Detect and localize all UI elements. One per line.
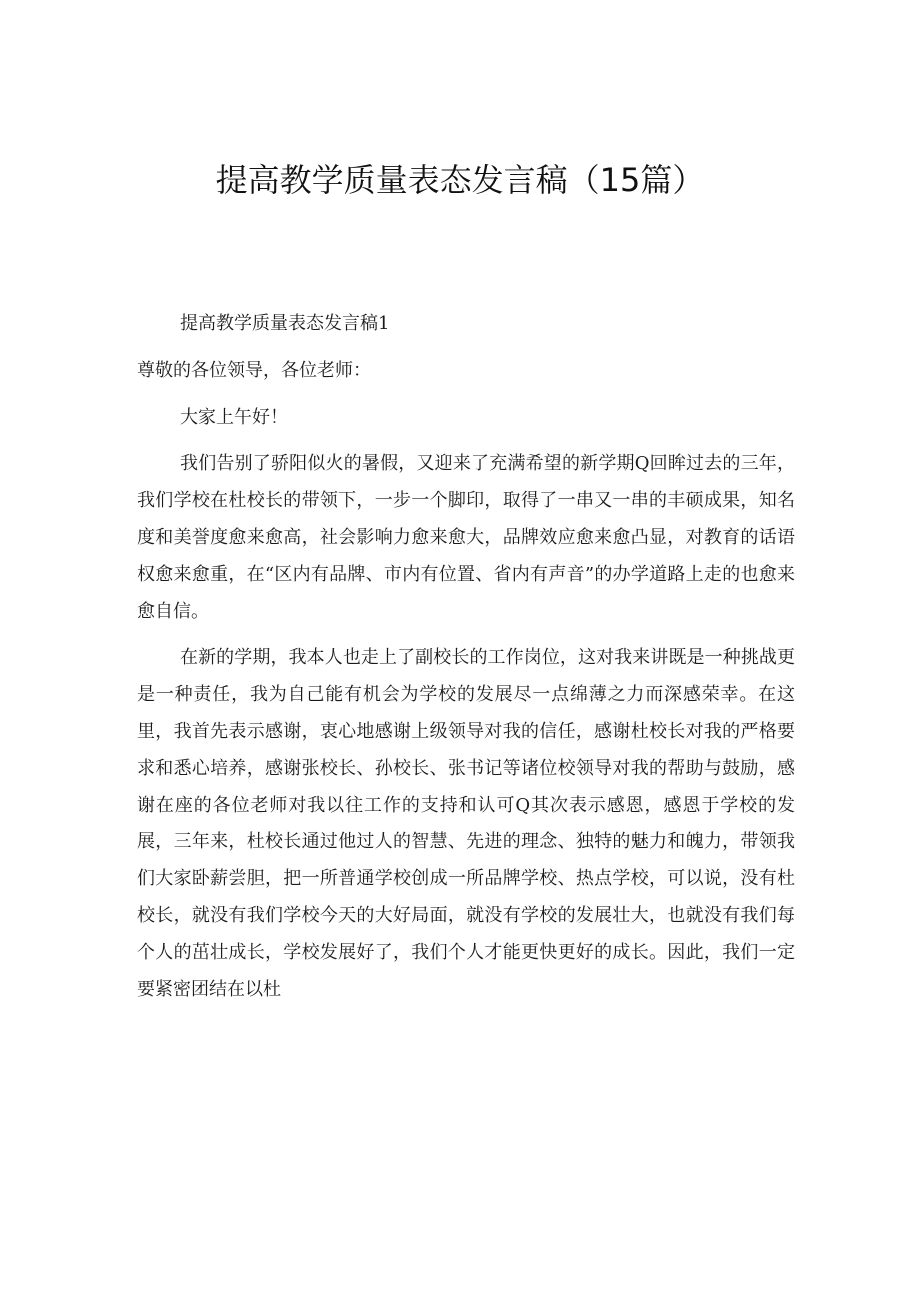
- paragraph: 在新的学期，我本人也走上了副校长的工作岗位，这对我来讲既是一种挑战更是一种责任，我为自己能有机会为学校的发展尽一点绵薄之力而深感荣幸。在这里，我首先表示感谢，衷心地感谢上级领导对我的信任，感谢杜校长对我的严格要求和悉心培养，感谢张校长、孙校长、张书记等诸位校领导对我的帮助与鼓励，感谢在座的各位老师对我以往工作的支持和认可Q其次表示感恩，感恩于学校的发展，三年来，杜校长通过他过人的智慧、先进的理念、独特的魅力和魄力，带领我们大家卧薪尝胆，把一所普通学校创成一所品牌学校、热点学校，可以说，没有杜校长，就没有我们学校今天的大好局面，就没有学校的发展壮大，也就没有我们每个人的茁壮成长，学校发展好了，我们个人才能更快更好的成长。因此，我们一定要紧密团结在以杜: [137, 647, 795, 1000]
- document-title: 提高教学质量表态发言稿（15篇）: [215, 161, 705, 199]
- salutation: 尊敬的各位领导，各位老师：: [137, 359, 371, 381]
- greeting: 大家上午好！: [180, 406, 288, 428]
- paragraph: 我们告别了骄阳似火的暑假，又迎来了充满希望的新学期Q回眸过去的三年，我们学校在杜校长的带领下，一步一个脚印，取得了一串又一串的丰硕成果，知名度和美誉度愈来愈高，社会影响力愈来愈大，品牌效应愈来愈凸显，对教育的话语权愈来愈重，在“区内有品牌、市内有位置、省内有声音”的办学道路上走的也愈来愈自信。: [137, 453, 795, 622]
- document-body: [137, 306, 795, 1008]
- section-heading: 提高教学质量表态发言稿1: [180, 313, 390, 334]
